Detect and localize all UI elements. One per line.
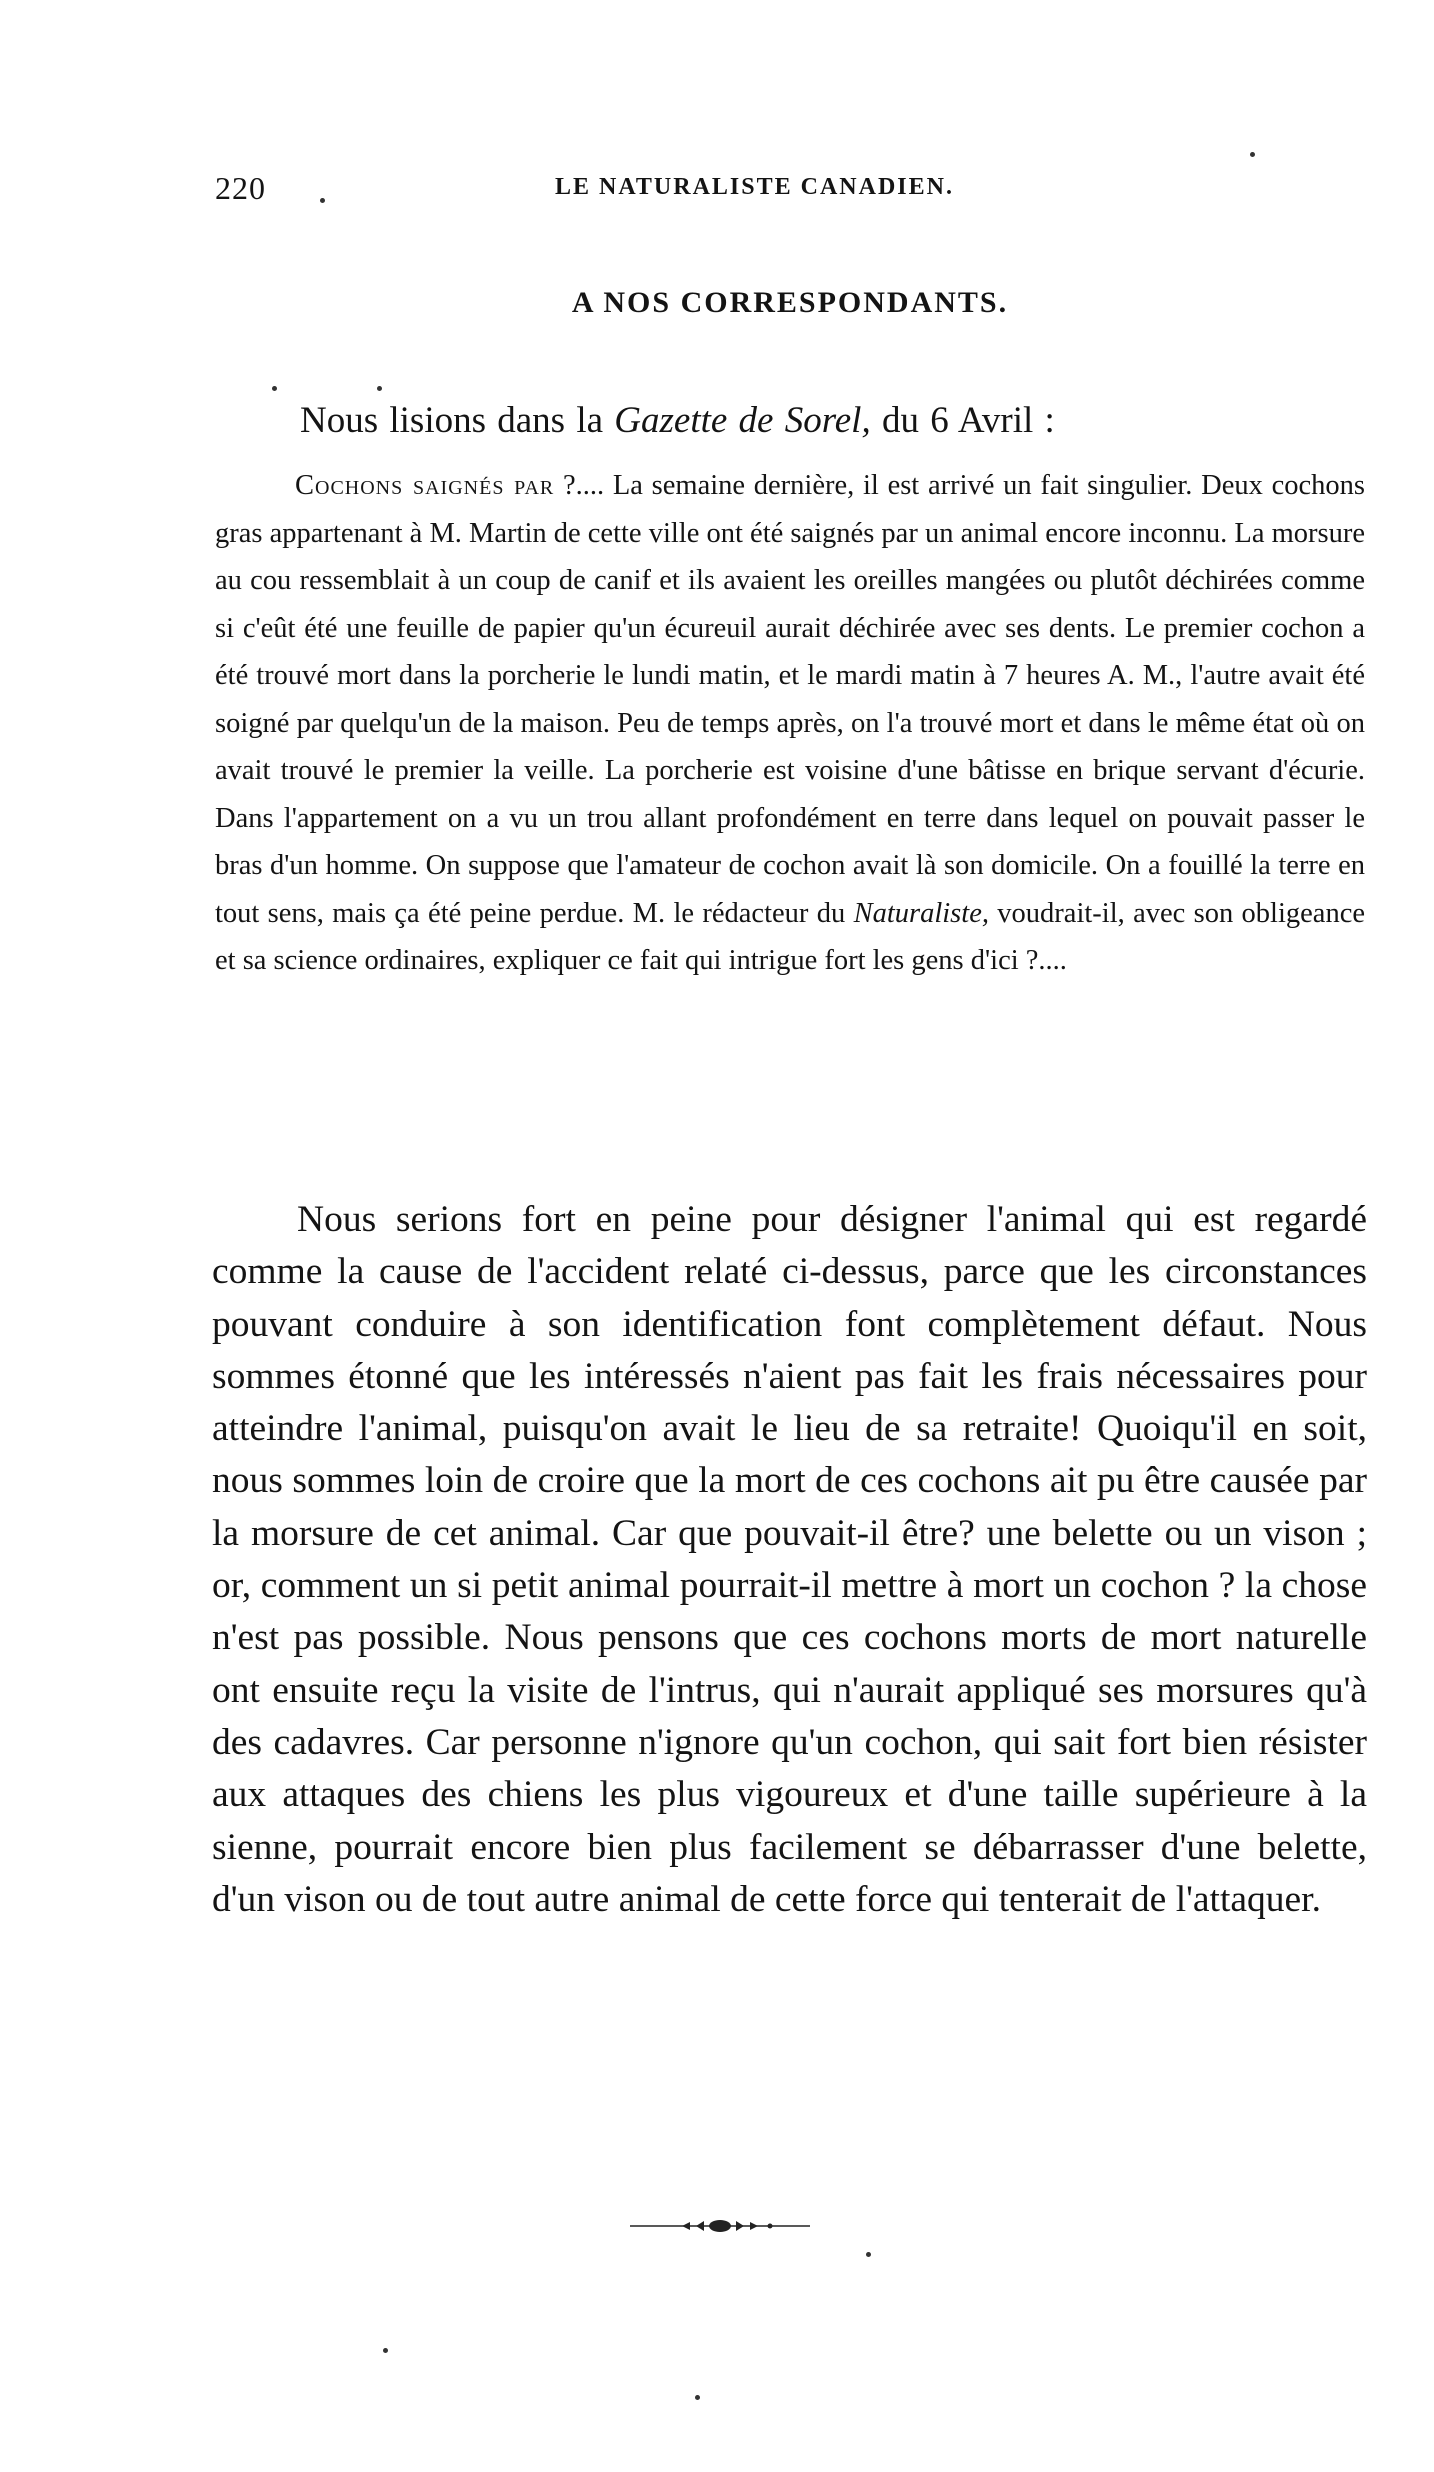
paper-speck xyxy=(866,2252,871,2257)
quote-journal: Naturaliste, xyxy=(853,897,989,929)
paper-speck xyxy=(1250,152,1255,157)
paper-speck xyxy=(272,386,277,391)
intro-source: Gazette de Sorel, xyxy=(614,400,871,441)
running-title: LE NATURALISTE CANADIEN. xyxy=(555,174,954,200)
editor-commentary: Nous serions fort en peine pour désigner l'animal qui est regardé comme la cause de l'accident relaté ci-dessus, parce que les circonstances pouvant conduire à son identification font complètement défaut. Nous sommes étonné que les intéressés n'aient pas fait les frais nécessaires pour atteindre l'animal, puisqu'on avait le lieu de sa retraite! Quoiqu'il en soit, nous sommes loin de croire que la mort de ces cochons ait pu être causée par la morsure de cet animal. Car que pouvait-il être? une belette ou un vison ; or, comment un si petit animal pourrait-il mettre à mort un cochon ? la chose n'est pas possible. Nous pensons que ces cochons morts de mort naturelle ont ensuite reçu la visite de l'intrus, qui n'aurait appliqué ses morsures qu'à des cadavres. Car personne n'ignore qu'un cochon, qui sait fort bien résister aux attaques des chiens les plus vigoureux et d'une taille supérieure à la sienne, pourrait encore bien plus facilement se débarrasser d'une belette, d'un vison ou de tout autre animal de cette force qui tenterait de l'attaquer. xyxy=(212,1199,1367,1920)
page-number: 220 xyxy=(215,170,266,206)
quote-text-1: ?.... La semaine dernière, il est arrivé un fait singulier. Deux cochons gras appartenant à M. Martin de cette ville ont été saignés par un animal encore inconnu. La morsure au cou ressemblait à un coup de canif et ils avaient les oreilles mangées ou plutôt déchirées comme si c'eût été une feuille de papier qu'un écureuil aurait déchirée avec ses dents. Le premier cochon a été trouvé mort dans la porcherie le lundi matin, et le mardi matin à 7 heures A. M., l'autre avait été soigné par quelqu'un de la maison. Peu de temps après, on l'a trouvé mort et dans le même état où on avait trouvé le premier la veille. La porcherie est voisine d'une bâtisse en brique servant d'écurie. Dans l'appartement on a vu un trou allant profondément en terre dans lequel on pouvait passer le bras d'un homme. On suppose que l'amateur de cochon avait là son domicile. On a fouillé la terre en tout sens, mais ça été peine perdue. M. le rédacteur du xyxy=(215,470,1365,929)
section-title: A NOS CORRESPONDANTS. xyxy=(571,286,1009,319)
divider-ornament-icon xyxy=(630,2218,810,2234)
quoted-article xyxy=(215,462,1365,985)
quote-lead: Cochons saignés par xyxy=(295,470,555,501)
paper-speck xyxy=(383,2348,388,2353)
quote-text-2: voudrait-il, avec son obligeance et sa science ordinaires, expliquer ce fait qui intrigue fort les gens d'ici ?.... xyxy=(215,897,1365,976)
intro-text-before: Nous lisions dans la xyxy=(300,400,615,441)
divider-ornament xyxy=(630,2218,810,2234)
page-header xyxy=(215,170,1365,214)
paper-speck xyxy=(320,198,325,203)
paper-speck xyxy=(695,2395,700,2400)
intro-line xyxy=(300,398,1360,444)
paper-speck xyxy=(377,386,382,391)
intro-text-after: du 6 Avril : xyxy=(870,400,1055,441)
